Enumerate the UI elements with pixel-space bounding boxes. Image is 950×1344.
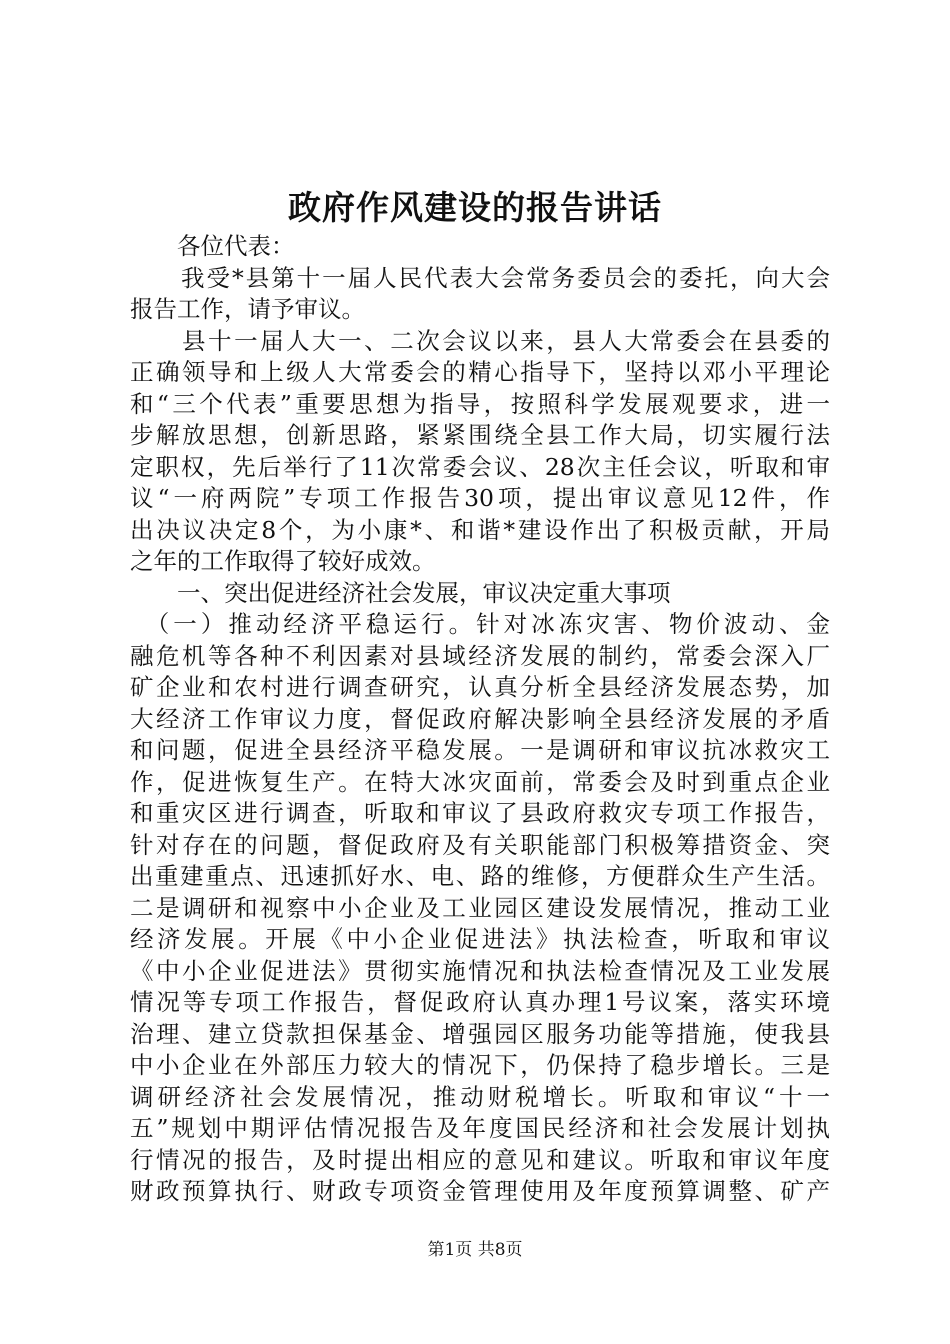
body-line: 调研经济社会发展情况，推动财税增长。听取和审议“十一 <box>130 1082 830 1111</box>
body-line: 和“三个代表”重要思想为指导，按照科学发展观要求，进一 <box>130 389 830 418</box>
body-line: 出决议决定8个，为小康*、和谐*建设作出了积极贡献，开局 <box>130 515 830 544</box>
body-line: 情况等专项工作报告，督促政府认真办理1号议案，落实环境 <box>130 988 830 1016</box>
body-line: 财政预算执行、财政专项资金管理使用及年度预算调整、矿产 <box>130 1177 830 1205</box>
body-line: 出重建重点、迅速抓好水、电、路的维修，方便群众生产生活。 <box>130 862 830 890</box>
page-footer: 第1页 共8页 <box>427 1240 523 1260</box>
body-line: 作，促进恢复生产。在特大冰灾面前，常委会及时到重点企业 <box>130 767 830 796</box>
body-line: 正确领导和上级人大常委会的精心指导下，坚持以邓小平理论 <box>130 358 830 386</box>
body-line: 中小企业在外部压力较大的情况下，仍保持了稳步增长。三是 <box>130 1051 830 1079</box>
body-line: 矿企业和农村进行调查研究，认真分析全县经济发展态势，加 <box>130 673 830 701</box>
body-line: 针对存在的问题，督促政府及有关职能部门积极筹措资金、突 <box>130 830 830 859</box>
body-line: 和问题，促进全县经济平稳发展。一是调研和审议抗冰救灾工 <box>130 736 830 764</box>
body-line: 议“一府两院”专项工作报告30项，提出审议意见12件，作 <box>130 484 830 512</box>
body-line: 《中小企业促进法》贯彻实施情况和执法检查情况及工业发展 <box>130 956 830 985</box>
body-line: 一、突出促进经济社会发展，审议决定重大事项 <box>130 578 671 607</box>
body-line: 我受*县第十一届人民代表大会常务委员会的委托，向大会 <box>130 263 830 292</box>
document-title: 政府作风建设的报告讲话 <box>288 188 662 227</box>
body-line: 定职权，先后举行了11次常委会议、28次主任会议，听取和审 <box>130 452 830 481</box>
body-line: 行情况的报告，及时提出相应的意见和建议。听取和审议年度 <box>130 1145 830 1174</box>
body-line: 治理、建立贷款担保基金、增强园区服务功能等措施，使我县 <box>130 1019 830 1048</box>
body-line: 之年的工作取得了较好成效。 <box>130 547 436 575</box>
document-body <box>130 231 830 1208</box>
body-line: 融危机等各种不利因素对县域经济发展的制约，常委会深入厂 <box>130 641 830 670</box>
body-line: （一）推动经济平稳运行。针对冰冻灾害、物价波动、金 <box>130 610 830 638</box>
body-line: 步解放思想，创新思路，紧紧围绕全县工作大局，切实履行法 <box>130 421 830 449</box>
body-line: 县十一届人大一、二次会议以来，县人大常委会在县委的 <box>130 326 830 355</box>
body-line: 和重灾区进行调查，听取和审议了县政府救灾专项工作报告， <box>130 799 830 827</box>
body-line: 二是调研和视察中小企业及工业园区建设发展情况，推动工业 <box>130 893 830 922</box>
body-line: 各位代表： <box>130 232 295 260</box>
body-line: 报告工作，请予审议。 <box>130 295 365 323</box>
body-line: 经济发展。开展《中小企业促进法》执法检查，听取和审议 <box>130 925 830 953</box>
body-line: 五”规划中期评估情况报告及年度国民经济和社会发展计划执 <box>130 1114 830 1142</box>
body-line: 大经济工作审议力度，督促政府解决影响全县经济发展的矛盾 <box>130 704 830 733</box>
